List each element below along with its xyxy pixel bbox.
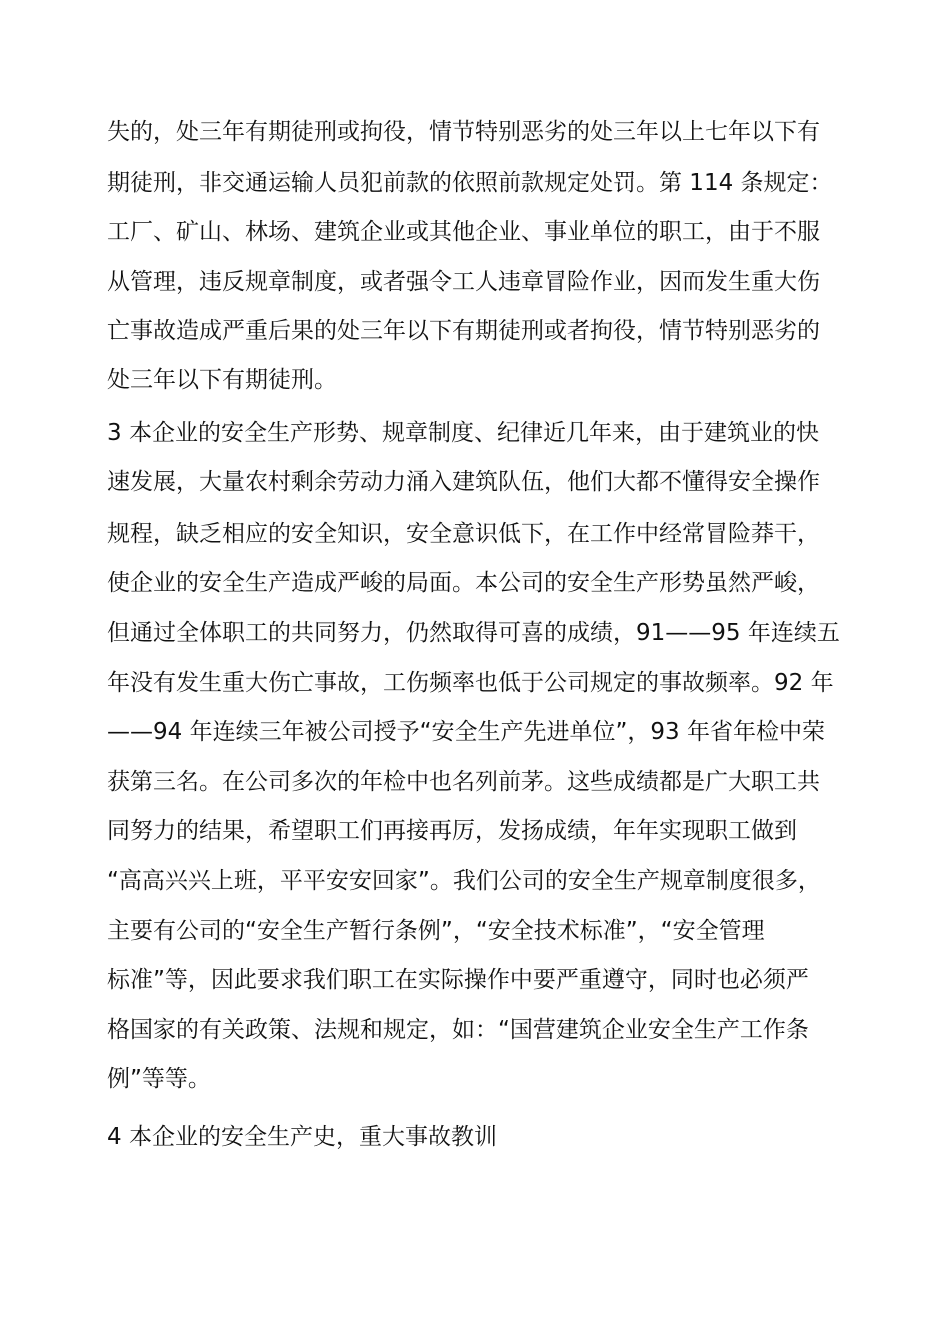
text-line: 标准”等，因此要求我们职工在实际操作中要严重遵守，同时也必须严 <box>107 967 809 993</box>
text-line: 从管理，违反规章制度，或者强令工人违章冒险作业，因而发生重大伤 <box>107 269 820 295</box>
text-line: 年没有发生重大伤亡事故，工伤频率也低于公司规定的事故频率。92 年 <box>107 670 834 696</box>
text-line: 速发展，大量农村剩余劳动力涌入建筑队伍，他们大都不懂得安全操作 <box>107 469 820 495</box>
text-line: 处三年以下有期徒刑。 <box>107 367 337 393</box>
text-line: ——94 年连续三年被公司授予“安全生产先进单位”，93 年省年检中荣 <box>107 719 825 745</box>
text-line: 规程，缺乏相应的安全知识，安全意识低下，在工作中经常冒险莽干， <box>107 521 820 547</box>
text-line: 使企业的安全生产造成严峻的局面。本公司的安全生产形势虽然严峻， <box>107 570 820 596</box>
text-line: 获第三名。在公司多次的年检中也名列前茅。这些成绩都是广大职工共 <box>107 769 820 795</box>
text-line: “高高兴兴上班，平平安安回家”。我们公司的安全生产规章制度很多， <box>107 868 821 894</box>
text-line: 但通过全体职工的共同努力，仍然取得可喜的成绩，91——95 年连续五 <box>107 620 840 646</box>
text-line: 主要有公司的“安全生产暂行条例”，“安全技术标准”，“安全管理 <box>107 918 765 944</box>
text-line: 工厂、矿山、林场、建筑企业或其他企业、事业单位的职工，由于不服 <box>107 219 820 245</box>
text-line: 3 本企业的安全生产形势、规章制度、纪律近几年来，由于建筑业的快 <box>107 420 819 446</box>
text-line: 失的，处三年有期徒刑或拘役，情节特别恶劣的处三年以上七年以下有 <box>107 119 820 145</box>
text-line: 亡事故造成严重后果的处三年以下有期徒刑或者拘役，情节特别恶劣的 <box>107 318 820 344</box>
text-line: 格国家的有关政策、法规和规定，如：“国营建筑企业安全生产工作条 <box>107 1017 809 1043</box>
section-heading: 4 本企业的安全生产史，重大事故教训 <box>107 1124 497 1150</box>
text-line: 例”等等。 <box>107 1066 211 1092</box>
text-line: 同努力的结果，希望职工们再接再厉，发扬成绩，年年实现职工做到 <box>107 818 797 844</box>
text-line: 期徒刑，非交通运输人员犯前款的依照前款规定处罚。第 114 条规定： <box>107 170 833 196</box>
